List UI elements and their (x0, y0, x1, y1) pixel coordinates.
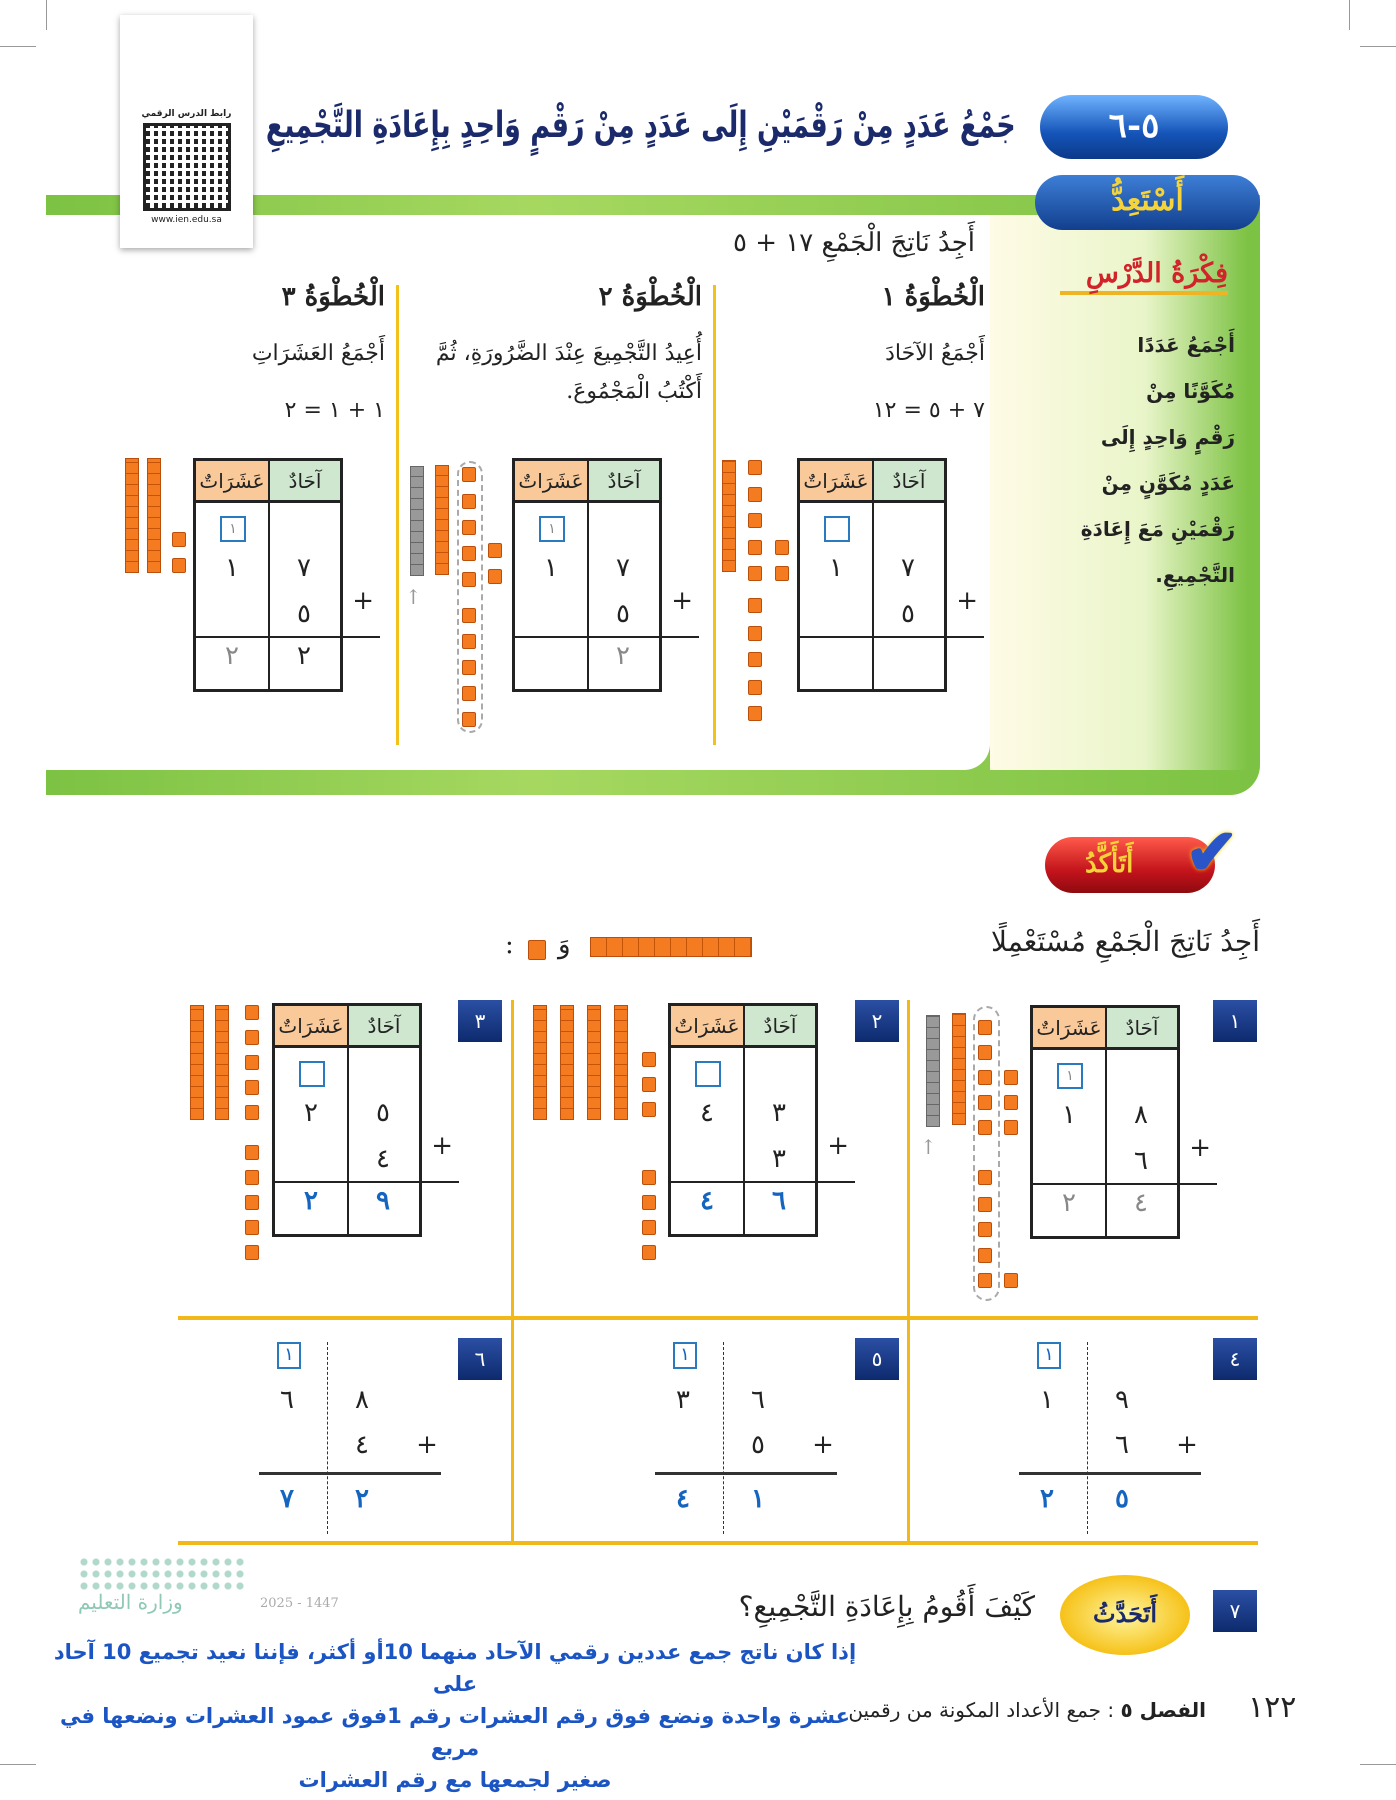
answer-line-2: عشرة واحدة ونضع فوق رقم العشرات رقم 1فوق عمود العشرات ونضعها في مربع (59, 1704, 851, 1760)
carry-box[interactable]: ١ (1037, 1342, 1061, 1369)
ones-cube (748, 598, 762, 613)
ones-header: آحَادٌ (347, 1006, 419, 1048)
divider (713, 285, 716, 745)
ones-cube (748, 680, 762, 695)
step-title: الْخُطْوَةُ ٢ (598, 282, 702, 312)
tens-header: عَشَرَاتٌ (671, 1006, 743, 1048)
divider (396, 285, 399, 745)
ones-header: آحَادٌ (743, 1006, 815, 1048)
ones-cube (978, 1095, 992, 1110)
ones-cube (748, 513, 762, 528)
ones-digit: ٧ (616, 553, 630, 583)
tens-rod (125, 458, 139, 573)
qr-card[interactable] (120, 15, 253, 248)
step-3-table (193, 458, 374, 692)
crop-mark (1360, 46, 1396, 47)
column-divider (872, 503, 874, 689)
checkmark-icon: ✔ (1185, 815, 1239, 890)
tens-rod (722, 460, 736, 572)
tens-header: عَشَرَاتٌ (196, 461, 268, 503)
ones-cube (642, 1195, 656, 1210)
and-text: وَ (558, 930, 571, 960)
chapter-label: الفصل ٥ (1120, 1698, 1206, 1722)
ones-cube (245, 1195, 259, 1210)
sum-line (259, 1472, 441, 1475)
result-ones: ٢ (616, 641, 630, 671)
ones-cube (978, 1222, 992, 1237)
tens-rod (952, 1013, 966, 1125)
result-tens: ٢ (1040, 1484, 1054, 1514)
lesson-idea-line: رَقْمٍ وَاحِدٍ إِلَى (1100, 425, 1235, 449)
carry-box[interactable]: ١ (539, 516, 565, 542)
step-equation: ٧ + ٥ = ١٢ (872, 398, 985, 423)
ones-digit: ٣ (772, 1144, 786, 1174)
carry-box[interactable] (299, 1061, 325, 1087)
qr-label: رابط الدرس الرقمي (141, 109, 232, 119)
ones-cube (1004, 1120, 1018, 1135)
ones-cube (245, 1105, 259, 1120)
ones-digit: ٤ (355, 1430, 369, 1460)
ones-cube (642, 1220, 656, 1235)
ones-digit: ٦ (751, 1385, 765, 1415)
sum-line (655, 1472, 837, 1475)
tens-rod (435, 465, 449, 575)
ones-digit: ٥ (376, 1098, 390, 1128)
ones-cube (978, 1170, 992, 1185)
tens-digit: ١ (1062, 1100, 1076, 1130)
result-tens: ٧ (280, 1484, 294, 1514)
answer-line-1: إذا كان ناتج جمع عددين رقمي الآحاد منهما 10أو أكثر، فإننا نعيد تجميع 10 آحاد على (53, 1640, 857, 1696)
tens-header: عَشَرَاتٌ (515, 461, 587, 503)
check-instruction: أَجِدُ نَاتِجَ الْجَمْعِ مُسْتَعْمِلًا (991, 925, 1260, 958)
ministry-name: وزارة التعليم (78, 1590, 183, 1614)
result-ones: ٩ (376, 1186, 390, 1216)
tens-digit: ٢ (304, 1098, 318, 1128)
exercise-2-table (668, 1003, 849, 1237)
sum-line (800, 636, 984, 638)
carry-box[interactable] (824, 516, 850, 542)
step-1-table (797, 458, 978, 692)
lesson-idea-title: فِكْرَةُ الدَّرْسِ (1060, 258, 1228, 295)
ones-cube (462, 520, 476, 535)
result-ones: ٢ (297, 641, 311, 671)
tens-digit: ٤ (700, 1098, 714, 1128)
result-ones: ١ (751, 1484, 765, 1514)
plus-sign: + (352, 586, 374, 616)
check-label: أَتَأَكَّدُ (1045, 837, 1215, 893)
lesson-idea-line: مُكَوَّنًا مِنْ (1146, 379, 1235, 403)
carry-box[interactable] (695, 1061, 721, 1087)
exercise-4-badge: ٤ (1213, 1338, 1257, 1380)
place-value-divider (723, 1342, 724, 1534)
ones-cube (748, 706, 762, 721)
ones-digit: ٥ (751, 1430, 765, 1460)
step-text: أَجْمَعُ الآحَادَ (885, 341, 985, 366)
exercise-1-badge: ١ (1213, 1000, 1257, 1042)
sum-line (196, 636, 380, 638)
ones-cube (642, 1077, 656, 1092)
carry-box[interactable]: ١ (673, 1342, 697, 1369)
tens-rod (533, 1005, 547, 1120)
ones-cube (1004, 1273, 1018, 1288)
ones-cube (172, 558, 186, 573)
ones-cube (775, 566, 789, 581)
ones-cube (462, 712, 476, 727)
qr-code-icon[interactable] (143, 123, 231, 211)
exercise-3-table (272, 1003, 453, 1237)
result-ones: ٦ (772, 1186, 786, 1216)
ones-cube (245, 1245, 259, 1260)
ones-cube (978, 1120, 992, 1135)
ones-digit: ٨ (1134, 1100, 1148, 1130)
ones-cube (978, 1248, 992, 1263)
plus-sign: + (827, 1131, 849, 1161)
plus-sign: + (956, 586, 978, 616)
exercise-1-table (1030, 1005, 1211, 1239)
plus-sign: + (416, 1430, 438, 1460)
sum-line (515, 636, 699, 638)
ministry-year: 2025 - 1447 (260, 1596, 339, 1611)
tens-rod (190, 1005, 204, 1120)
ones-cube (978, 1020, 992, 1035)
ones-cube (978, 1070, 992, 1085)
crop-mark (0, 1764, 36, 1765)
result-tens: ٢ (1062, 1188, 1076, 1218)
ones-cube (748, 487, 762, 502)
chapter-title: : جمع الأعداد المكونة من رقمين (848, 1698, 1115, 1722)
ones-digit: ٦ (1115, 1430, 1129, 1460)
ones-header: آحَادٌ (1105, 1008, 1177, 1050)
tens-digit: ١ (829, 553, 843, 583)
answer-overlay (40, 1636, 870, 1796)
lesson-idea-line: عَدَدٍ مُكَوَّنٍ مِنْ (1101, 471, 1235, 495)
tens-rod (560, 1005, 574, 1120)
ones-digit: ٥ (616, 599, 630, 629)
crop-mark (1360, 1764, 1396, 1765)
sum-line (671, 1181, 855, 1183)
ones-digit: ٤ (376, 1144, 390, 1174)
result-tens: ٤ (676, 1484, 690, 1514)
place-value-divider (1087, 1342, 1088, 1534)
talk-label: أَتَحَدَّثُ (1060, 1575, 1190, 1655)
ones-cube (462, 660, 476, 675)
grid-divider (178, 1316, 1258, 1320)
ones-cube (978, 1197, 992, 1212)
tens-rod (587, 1005, 601, 1120)
tens-rod (614, 1005, 628, 1120)
ones-cube (488, 543, 502, 558)
ones-cube (488, 569, 502, 584)
ones-cube (245, 1080, 259, 1095)
ones-cube (1004, 1070, 1018, 1085)
step-text: أَجْمَعُ العَشَرَاتِ (251, 341, 385, 366)
step-2-table (512, 458, 693, 692)
crop-mark (0, 46, 36, 47)
lesson-idea-line: رَقْمَيْنِ مَعَ إِعَادَةِ (1080, 517, 1235, 541)
carry-box[interactable]: ١ (277, 1342, 301, 1369)
ones-digit: ٩ (1115, 1385, 1129, 1415)
sum-line (1033, 1183, 1217, 1185)
ones-cube (245, 1170, 259, 1185)
exercise-6-badge: ٦ (458, 1338, 502, 1380)
ones-cube (462, 467, 476, 482)
regroup-arrow-icon: ↑ (920, 1135, 937, 1159)
tens-rod (215, 1005, 229, 1120)
plus-sign: + (1189, 1133, 1211, 1163)
result-tens: ٢ (225, 641, 239, 671)
answer-line-3: صغير لجمعها مع رقم العشرات (298, 1768, 612, 1792)
ones-cube (642, 1245, 656, 1260)
carry-box[interactable]: ١ (220, 516, 246, 542)
exercise-2-badge: ٢ (855, 1000, 899, 1042)
ones-digit: ٣ (772, 1098, 786, 1128)
sum-line (275, 1181, 459, 1183)
ones-cube (775, 540, 789, 555)
step-text: أُعِيدُ التَّجْمِيعَ عِنْدَ الضَّرُورَةِ، ثُمَّ أَكْتُبُ الْمَجْمُوعَ. (435, 341, 702, 404)
tens-header: عَشَرَاتٌ (275, 1006, 347, 1048)
ones-cube (748, 566, 762, 581)
ones-cube (978, 1045, 992, 1060)
ones-cube (748, 626, 762, 641)
ones-cube (245, 1145, 259, 1160)
ones-cube (462, 546, 476, 561)
sum-line (1019, 1472, 1201, 1475)
ones-cube (642, 1102, 656, 1117)
ones-header: آحَادٌ (872, 461, 944, 503)
ones-cube (462, 608, 476, 623)
crop-mark (1349, 0, 1350, 30)
place-value-divider (327, 1342, 328, 1534)
exercise-7-badge: ٧ (1213, 1590, 1257, 1632)
grid-divider (178, 1541, 1258, 1545)
ones-cube (245, 1220, 259, 1235)
ministry-logo-icon (78, 1556, 248, 1590)
tens-header: عَشَرَاتٌ (1033, 1008, 1105, 1050)
result-tens: ٢ (304, 1186, 318, 1216)
result-ones: ٥ (1115, 1484, 1129, 1514)
page-number: ١٢٢ (1248, 1690, 1297, 1725)
ones-cube (462, 634, 476, 649)
regroup-arrow-icon: ↑ (405, 585, 422, 609)
ones-cube (245, 1055, 259, 1070)
ones-cube (462, 494, 476, 509)
colon-text: : (505, 930, 514, 960)
plus-sign: + (1176, 1430, 1198, 1460)
ones-cube (748, 540, 762, 555)
tens-digit: ١ (225, 553, 239, 583)
lesson-idea-text (1030, 322, 1235, 598)
tens-digit: ٦ (280, 1385, 294, 1415)
lesson-idea-line: التَّجْمِيعِ. (1155, 563, 1235, 587)
plus-sign: + (812, 1430, 834, 1460)
crop-mark (46, 0, 47, 30)
ones-cube (462, 686, 476, 701)
lesson-title: جَمْعُ عَدَدٍ مِنْ رَقْمَيْنِ إِلَى عَدَدٍ مِنْ رَقْمٍ وَاحِدٍ بِإِعَادَةِ التَّجْمِيعِ (266, 105, 1016, 146)
ones-cube (245, 1005, 259, 1020)
ones-cube (1004, 1095, 1018, 1110)
tens-rod (147, 458, 161, 573)
ones-digit: ٧ (297, 553, 311, 583)
ones-digit: ٦ (1134, 1146, 1148, 1176)
ones-header: آحَادٌ (587, 461, 659, 503)
regrouped-ten-rod (926, 1015, 940, 1127)
ones-cube (978, 1273, 992, 1288)
qr-url[interactable]: www.ien.edu.sa (151, 215, 222, 225)
result-ones: ٢ (355, 1484, 369, 1514)
step-title: الْخُطْوَةُ ١ (881, 282, 985, 312)
grid-divider (907, 1000, 910, 1545)
tens-header: عَشَرَاتٌ (800, 461, 872, 503)
exercise-3-badge: ٣ (458, 1000, 502, 1042)
prepare-label: أَسْتَعِدُّ (1035, 175, 1260, 230)
tens-digit: ٣ (676, 1385, 690, 1415)
result-ones: ٤ (1134, 1188, 1148, 1218)
step-equation: ١ + ١ = ٢ (284, 398, 385, 423)
ones-cube (245, 1030, 259, 1045)
ones-digit: ٥ (297, 599, 311, 629)
ones-cube (748, 460, 762, 475)
exercise-5-badge: ٥ (855, 1338, 899, 1380)
carry-box[interactable]: ١ (1057, 1063, 1083, 1089)
ones-cube (748, 652, 762, 667)
plus-sign: + (671, 586, 693, 616)
plus-sign: + (431, 1131, 453, 1161)
ones-cube (172, 532, 186, 547)
lesson-number-badge: ٥-٦ (1040, 95, 1228, 159)
ones-cube (462, 572, 476, 587)
ones-digit: ٧ (901, 553, 915, 583)
result-tens: ٤ (700, 1186, 714, 1216)
talk-question: كَيْفَ أَقُومُ بِإِعَادَةِ التَّجْمِيعِ؟ (738, 1590, 1035, 1623)
ones-cube (642, 1052, 656, 1067)
tens-digit: ١ (1040, 1385, 1054, 1415)
chapter-footer (848, 1698, 1206, 1722)
tens-digit: ١ (544, 553, 558, 583)
ones-cube (642, 1170, 656, 1185)
regrouped-ten-rod (410, 466, 424, 576)
ones-digit: ٥ (901, 599, 915, 629)
step-title: الْخُطْوَةُ ٣ (281, 282, 385, 312)
tens-rod-icon (590, 937, 752, 957)
grid-divider (511, 1000, 514, 1545)
ones-cube-icon (528, 940, 546, 960)
lesson-idea-line: أَجْمَعُ عَدَدًا (1137, 333, 1235, 357)
prepare-question: أَجِدُ نَاتِجَ الْجَمْعِ ١٧ + ٥ (733, 228, 975, 258)
ones-digit: ٨ (355, 1385, 369, 1415)
ones-header: آحَادٌ (268, 461, 340, 503)
